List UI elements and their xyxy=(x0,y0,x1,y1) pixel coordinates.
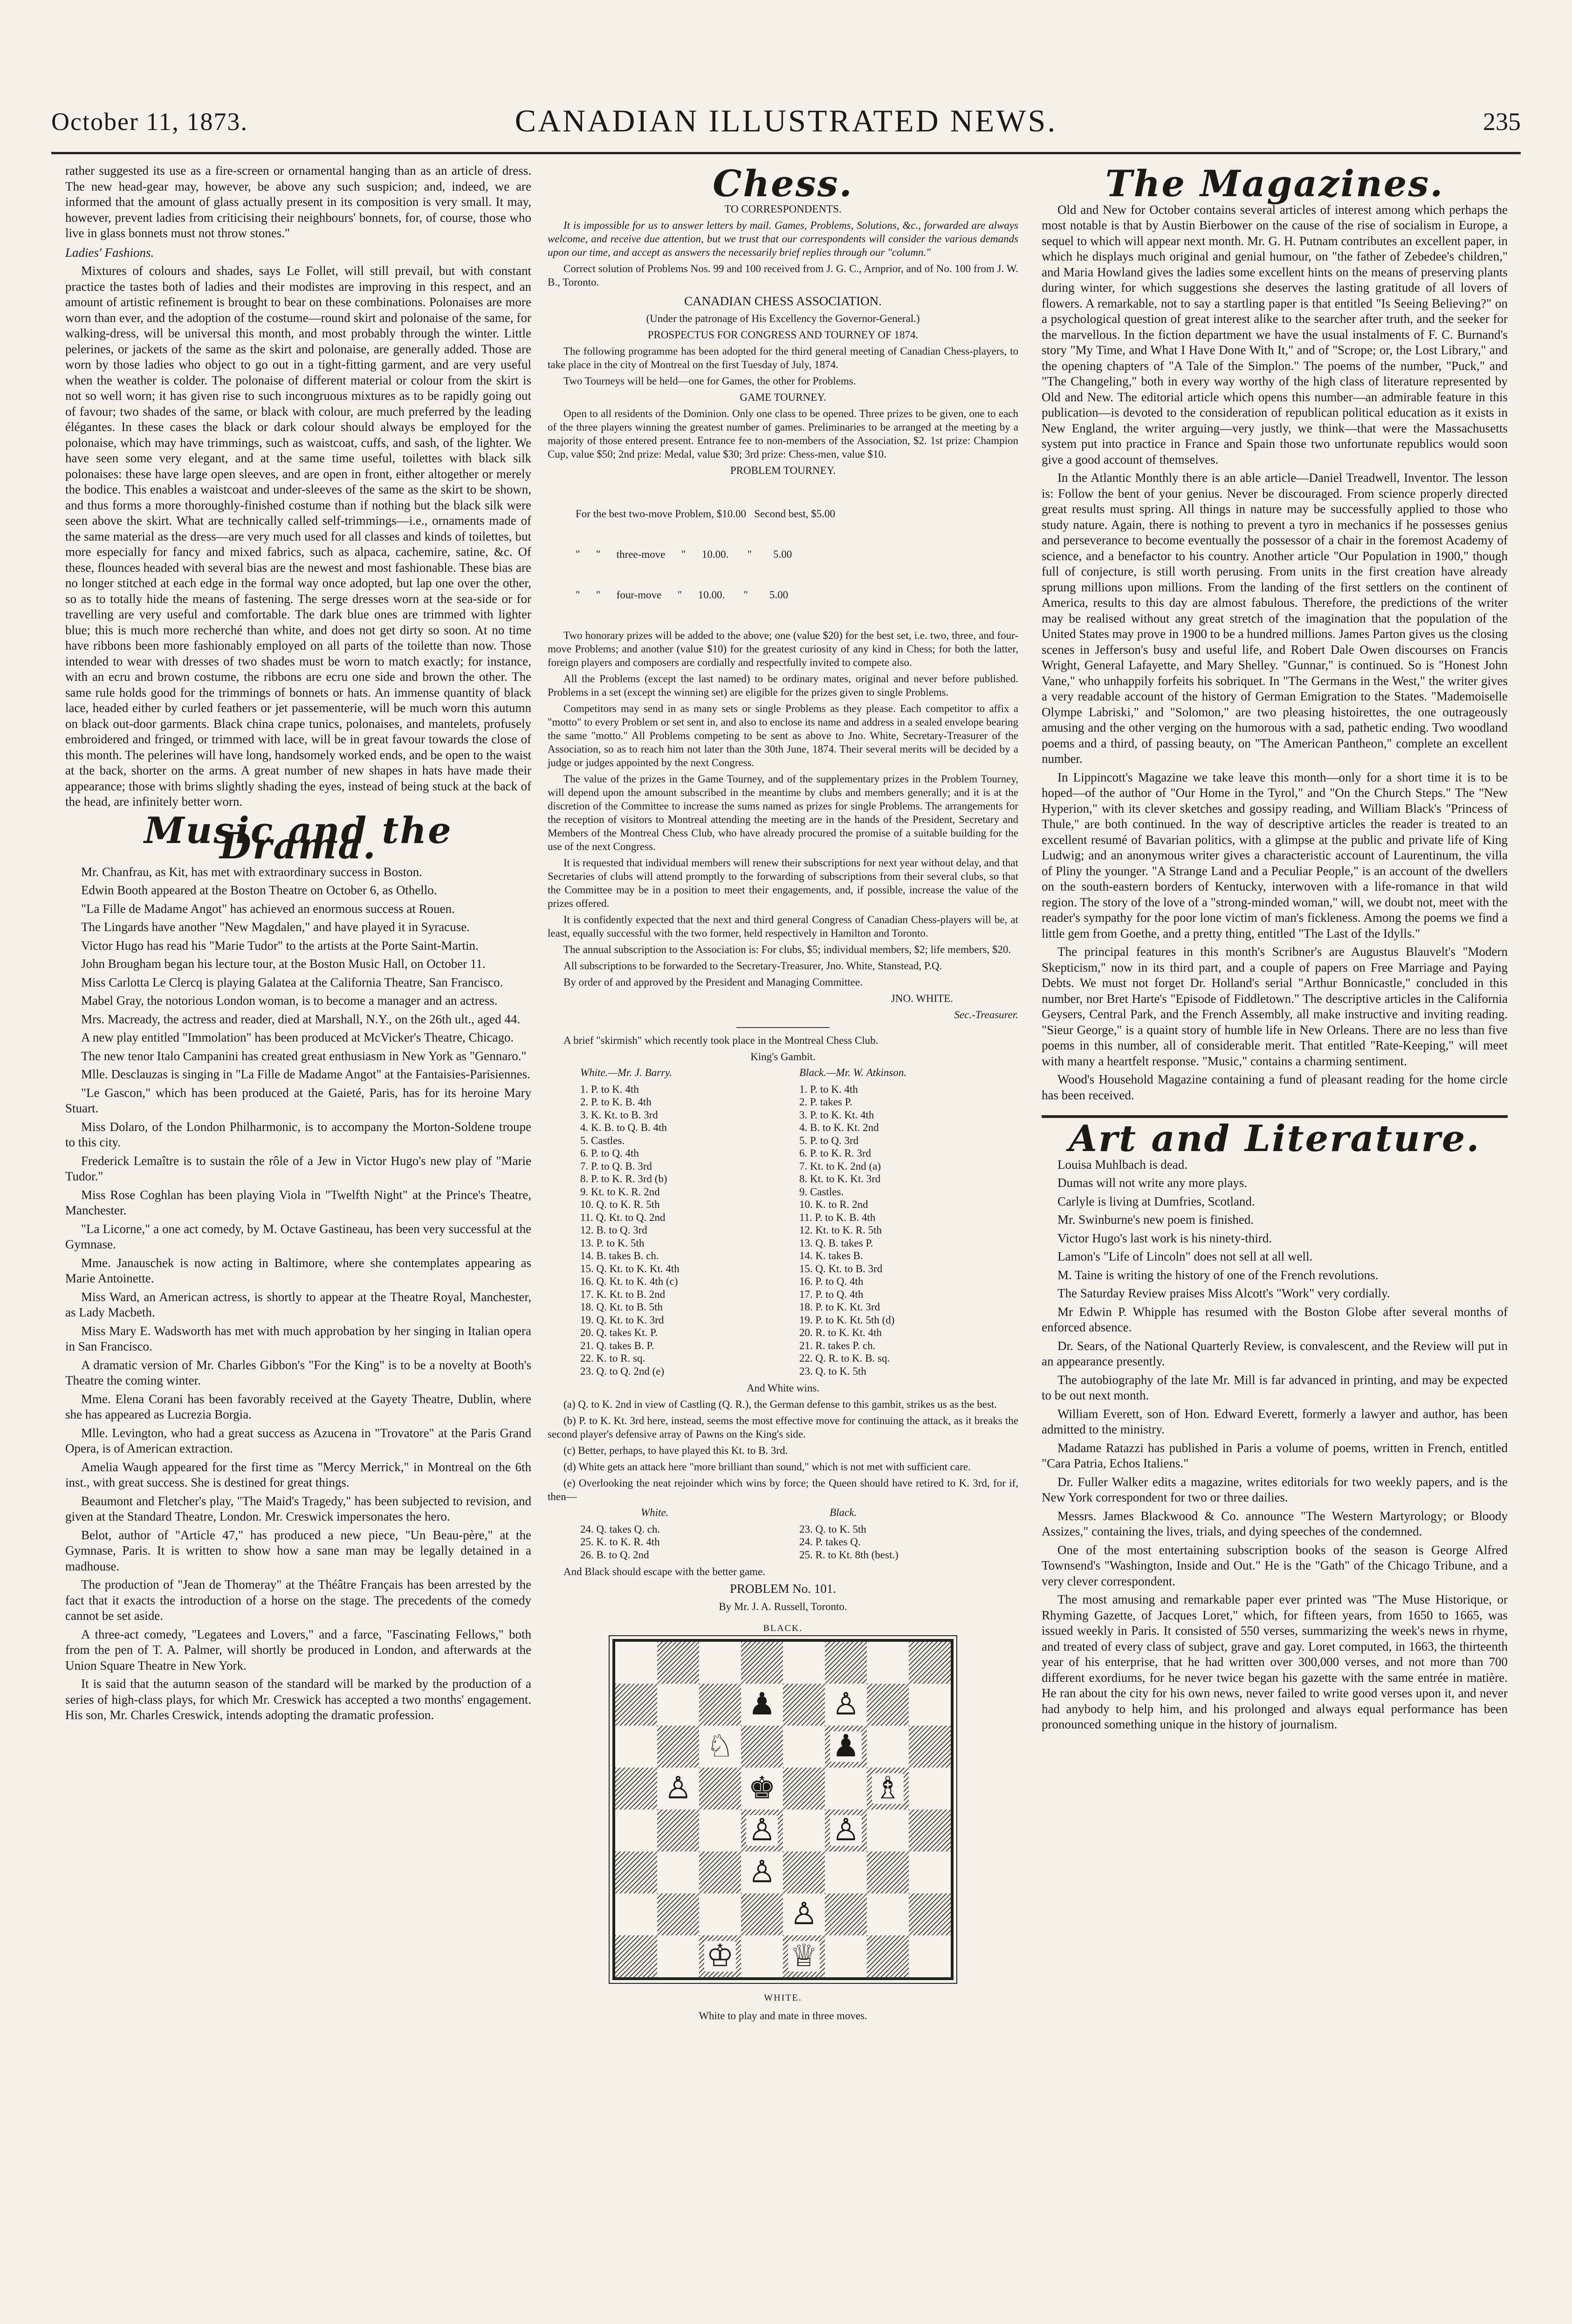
literary-note: Louisa Muhlbach is dead. xyxy=(1057,1157,1188,1172)
association-patronage: (Under the patronage of His Excellency the Governor-General.) xyxy=(646,313,920,324)
drama-item: Mrs. Macready, the actress and reader, died at Marshall, N.Y., on the 26th ult., aged 44. xyxy=(81,1012,521,1026)
board-square xyxy=(909,1768,951,1810)
board-square xyxy=(909,1935,951,1977)
black-move: 4. B. to K. Kt. 2nd xyxy=(799,1122,879,1133)
problem-author: By Mr. J. A. Russell, Toronto. xyxy=(719,1600,847,1612)
black-move: 5. P. to Q. 3rd xyxy=(799,1134,859,1146)
black-move: 10. K. to R. 2nd xyxy=(799,1199,868,1210)
chess-piece: ♟ xyxy=(746,1689,777,1720)
black-move: 13. Q. B. takes P. xyxy=(799,1237,873,1249)
white-side-label: WHITE. xyxy=(764,1993,802,2003)
board-square xyxy=(615,1851,657,1893)
magazine-review: The principal features in this month's Scribner's are Augustus Blauvelt's "Modern Skepticism," now in its third part, and a couple of papers on Free Marriage and Paying Debts. We must not forget Dr. Holland's serial "Arthur Bonnicastle," concluded in this number, nor Bret Harte's "Episode of Fiddletown." The descriptive articles in the California Geysers, Central Park, and the French Assembly, all make instructive and inviting reading. "Sieur George," is a quaint story of humble life in New Orleans. There are no less than five poems in this number, all of considerable merit. That entitled "Rate-Keeping," will meet with many a heartfelt response. "Music," contains a charming sentiment. xyxy=(1042,945,1508,1068)
board-square xyxy=(657,1684,699,1726)
board-square xyxy=(657,1726,699,1768)
board-square xyxy=(741,1810,783,1851)
drama-item: The Lingards have another "New Magdalen," and have played it in Syracuse. xyxy=(81,920,470,934)
prize-line: " " three-move " 10.00. " 5.00 xyxy=(576,548,792,560)
board-square xyxy=(867,1684,909,1726)
problem-title: PROBLEM No. 101. xyxy=(729,1582,837,1596)
literary-note: Dumas will not write any more plays. xyxy=(1057,1176,1248,1190)
drama-item: Victor Hugo has read his "Marie Tudor" to the artists at the Porte Saint-Martin. xyxy=(81,938,479,953)
board-square xyxy=(699,1768,741,1810)
board-square xyxy=(825,1935,867,1977)
board-square xyxy=(909,1684,951,1726)
board-square xyxy=(657,1893,699,1935)
white-move: 16. Q. Kt. to K. 4th (c) xyxy=(580,1275,678,1287)
literary-note: Mr. Swinburne's new poem is finished. xyxy=(1057,1213,1254,1227)
board-square xyxy=(867,1642,909,1684)
alt-line-moves xyxy=(580,1523,1018,1562)
black-move: 6. P. to K. R. 3rd xyxy=(799,1147,871,1159)
skirmish-intro: A brief "skirmish" which recently took place in the Montreal Chess Club. xyxy=(563,1035,879,1046)
alt-black-label: Black. xyxy=(830,1507,857,1518)
music-drama-heading: Music and the Drama. xyxy=(144,809,453,867)
game-note: (c) Better, perhaps, to have played this Kt. to B. 3rd. xyxy=(563,1445,788,1456)
black-move: 22. Q. R. to K. B. sq. xyxy=(799,1352,890,1364)
white-move: 22. K. to R. sq. xyxy=(580,1352,645,1364)
literary-note: The autobiography of the late Mr. Mill is far advanced in printing, and may be expected to be out next month. xyxy=(1042,1372,1508,1402)
drama-item: Mme. Janauschek is now acting in Baltimore, where she contemplates appearing as Marie Antoinette. xyxy=(65,1255,531,1285)
newspaper-title: CANADIAN ILLUSTRATED NEWS. xyxy=(515,103,1057,138)
board-square xyxy=(783,1642,825,1684)
association-paragraph: All the Problems (except the last named) to be ordinary mates, original and never before published. Problems in a set (except the winning set) are eligible for the prizes given to single Problems. xyxy=(548,673,1018,698)
game-notes xyxy=(548,1398,1018,1503)
literary-note: Lamon's "Life of Lincoln" does not sell at all well. xyxy=(1057,1249,1313,1263)
white-move: 8. P. to K. R. 3rd (b) xyxy=(580,1173,667,1185)
game-moves xyxy=(580,1083,1018,1378)
drama-item: Miss Ward, an American actress, is shortly to appear at the Theatre Royal, Manchester, as Lady Macbeth. xyxy=(65,1289,531,1319)
white-move: 1. P. to K. 4th xyxy=(580,1083,639,1095)
prospectus-title: PROSPECTUS FOR CONGRESS AND TOURNEY OF 1874. xyxy=(647,329,919,341)
association-paragraph: It is requested that individual members will renew their subscriptions for next year without delay, and that Secretaries of clubs will attend promptly to the forwarding of subscriptions from their several clubs, so that the Committee may be in a position to meet their engagements, and, if possible, increase the value of the prizes offered. xyxy=(548,857,1018,909)
chess-piece: ♘ xyxy=(704,1731,735,1762)
chess-piece: ♙ xyxy=(746,1857,777,1888)
black-move: 16. P. to Q. 4th xyxy=(799,1275,864,1287)
black-player: Black.—Mr. W. Atkinson. xyxy=(799,1067,906,1078)
board-square xyxy=(783,1726,825,1768)
drama-item: A dramatic version of Mr. Charles Gibbon's "For the King" is to be a novelty at Booth's Theatre the coming winter. xyxy=(65,1357,531,1387)
board-square xyxy=(741,1684,783,1726)
prize-line: " " four-move " 10.00. " 5.00 xyxy=(576,589,789,601)
prize-table xyxy=(576,480,1018,629)
page-number: 235 xyxy=(1483,108,1521,136)
white-move: 4. K. B. to Q. B. 4th xyxy=(580,1122,667,1133)
association-heading: CANADIAN CHESS ASSOCIATION. xyxy=(684,294,882,308)
association-paragraph: All subscriptions to be forwarded to the Secretary-Treasurer, Jno. White, Stanstead, P.Q. xyxy=(563,960,942,972)
black-move: 9. Castles. xyxy=(799,1186,844,1198)
board-square xyxy=(615,1642,657,1684)
drama-item: Miss Mary E. Wadsworth has met with much approbation by her singing in Italian opera in San Francisco. xyxy=(65,1323,531,1353)
chess-problem xyxy=(548,1621,1018,2022)
board-square xyxy=(741,1726,783,1768)
literary-note: Carlyle is living at Dumfries, Scotland. xyxy=(1057,1194,1255,1208)
game-tourney-heading: GAME TOURNEY. xyxy=(740,391,826,403)
magazines-reviews xyxy=(1042,202,1508,1104)
board-square xyxy=(783,1684,825,1726)
board-square xyxy=(699,1893,741,1935)
signature-name: JNO. WHITE. xyxy=(891,993,953,1004)
black-move: 17. P. to Q. 4th xyxy=(799,1288,864,1300)
white-move: 11. Q. Kt. to Q. 2nd xyxy=(580,1211,666,1223)
white-move: 12. B. to Q. 3rd xyxy=(580,1224,647,1236)
column-left xyxy=(65,163,531,1726)
fashions-paragraph: Mixtures of colours and shades, says Le Follet, will still prevail, but with constant practice the tastes both of ladies and their modistes are improving in this respect, and an amount of artistic refinement is brought to bear on these combinations. Polonaises are more worn than ever, and the adoption of the costume—round skirt and polonaise of the same, for walking-dress, will be universal this month, and most probably through the winter. Little pelerines, or jackets of the same as the skirt and polonaise, are generally added. Those are worn by those ladies who object to go out in a tight-fitting garment, and are very useful when the weather is colder. The polonaise of different material or colour from the skirt is not so well worn; it has given rise to such incongruous mixtures as to be rapidly going out of favour; two shades of the same, or black with colour, are much preferred by the leading élégantes. In these cases the black or dark colour should always be employed for the polonaise, which may have trimmings, such as waistcoat, cuffs, and sash, of the lighter. We have seen some very elegant, and at the same time useful, toilettes with black silk polonaises: these have large open sleeves, and are open in front, either altogether or merely the bodice. This enables a waistcoat and under-sleeves of the same as the skirt to be shown, and thus forms a more thoroughly-finished costume than if nothing but the black silk were seen above the skirt. What are technically called self-trimmings—i.e., ornaments made of the same material as the dress—are very much used for all classes and kinds of toilettes, but more especially for fancy and mixed fabrics, such as alpaca, cachemire, satine, &c. Of these, flounces headed with several bias are the newest and most fashionable. These bias are no longer stitched at each edge in the formal way once adopted, but lap one over the other, so as to totally hide the means of fastening. The serge dresses worn at the sea-side or for travelling are very useful and comfortable. The dark blue ones are trimmed with lighter blue; this is much more recherché than white, and does not get dirty so soon. At no time have ribbons been more fashionably employed on all parts of the toilette than now. Those intended to wear with dresses of two shades must be worn to match exactly; for instance, with an ecru and brown costume, the ribbons are ecru one side and brown the other. The same rule holds good for the trimmings of bonnets or hats. An immense quantity of black lace, headed either by curled feathers or jet passementerie, will be much worn this autumn on black out-door garments. Black china crape tunics, polonaises, and mantelets, profusely embroidered and fringed, or trimmed with lace, will be in great favour towards the close of this month. The pelerines will have long, handsomely worked ends, and be open to the waist at the back, shorter on the arms. A great number of new shapes in hats have made their appearance; those with brims slightly shading the eyes, instead of being stuck at the back of the head, are infinitely better worn. xyxy=(65,264,531,809)
game-result: And White wins. xyxy=(746,1382,820,1394)
board-square xyxy=(783,1810,825,1851)
drama-item: A three-act comedy, "Legatees and Lovers," and a farce, "Fascinating Fellows," both from the pen of T. A. Palmer, will shortly be produced in London, and afterwards at the Union Square Theatre in New York. xyxy=(65,1627,531,1673)
white-move: 25. K. to K. R. 4th xyxy=(580,1536,660,1548)
black-move: 25. R. to Kt. 8th (best.) xyxy=(799,1549,899,1561)
chess-piece: ♟ xyxy=(830,1731,861,1762)
fashions-subhead: Ladies' Fashions. xyxy=(65,245,154,260)
problem-tourney-heading: PROBLEM TOURNEY. xyxy=(730,465,836,476)
board-square xyxy=(867,1726,909,1768)
white-move: 3. K. Kt. to B. 3rd xyxy=(580,1109,658,1121)
chess-piece: ♙ xyxy=(788,1899,819,1930)
drama-item: Mme. Elena Corani has been favorably received at the Gayety Theatre, Dublin, where she has appeared as Lucrezia Borgia. xyxy=(65,1392,531,1421)
white-move: 6. P. to Q. 4th xyxy=(580,1147,639,1159)
white-move: 15. Q. Kt. to K. Kt. 4th xyxy=(580,1262,680,1275)
art-literature-heading: Art and Literature. xyxy=(1069,1117,1481,1160)
board-square xyxy=(657,1935,699,1977)
drama-item: John Brougham began his lecture tour, at the Boston Music Hall, on October 11. xyxy=(81,957,486,971)
white-move: 24. Q. takes Q. ch. xyxy=(580,1523,660,1535)
white-move: 13. P. to K. 5th xyxy=(580,1237,645,1249)
board-square xyxy=(867,1893,909,1935)
chess-piece: ♙ xyxy=(746,1815,777,1846)
board-square xyxy=(825,1726,867,1768)
column-right xyxy=(1042,163,1508,1735)
board-square xyxy=(783,1893,825,1935)
literary-note: William Everett, son of Hon. Edward Everett, formerly a lawyer and author, has been admitted to the ministry. xyxy=(1042,1406,1508,1436)
black-move: 1. P. to K. 4th xyxy=(799,1083,858,1095)
drama-news-list xyxy=(65,864,531,1723)
magazine-review: Old and New for October contains several articles of interest among which perhaps the most notable is that by Austin Bierbower on the cause of the rise of socialism in Europe, a sequel to which will appear next month. Mr. G. H. Putnam contributes an excellent paper, in which he displays much original and genial humour, on "the father of Zebedee's children," and Maria Howland gives the ladies some excellent hints on the means of preserving plants during winter, for which suggestions she deserves the lasting gratitude of all lovers of flowers. A remarkable, not to say a startling paper is that entitled "Is Seeing Believing?" on a psychological question of great interest alike to the searcher after truth, and the seeker for the marvellous. In the fiction department we have the usual instalments of F. C. Burnand's story "My Time, and What I Have Done With It," and of "Scrope; or, the Lost Library," and the opening chapters of "A Tale of the Simplon." The poems of the number, "Puck," and "The Changeling," both in every way worthy of the high class of literature represented by Old and New. The editorial article which opens this number—an admirable feature in this publication—is devoted to the consideration of republican political education as it exists in New England, the writer arguing—very justly, we think—that were the Massachusetts system put into practice in France and Spain those two unfortunate republics would soon give a good account of themselves. xyxy=(1042,202,1508,466)
magazine-review: Wood's Household Magazine containing a fund of pleasant reading for the home circle has been received. xyxy=(1042,1072,1508,1102)
chess-board xyxy=(612,1639,954,1980)
drama-item: It is said that the autumn season of the standard will be marked by the production of a series of high-class plays, for which Mr. Creswick has accepted a two months' engagement. His son, Mr. Charles Creswick, intends adopting the dramatic profession. xyxy=(65,1677,531,1722)
board-square xyxy=(741,1642,783,1684)
drama-item: "La Fille de Madame Angot" has achieved an enormous success at Rouen. xyxy=(81,901,455,916)
literary-note: Victor Hugo's last work is his ninety-third. xyxy=(1057,1231,1272,1245)
white-move: 21. Q. takes B. P. xyxy=(580,1339,654,1351)
magazine-review: In Lippincott's Magazine we take leave this month—only for a short time it is to be hoped—of the author of "Our Home in the Tyrol," and "On the Church Steps." The "New Hyperion," with its clever sketches and gossipy reading, and William Black's "Princess of Thule," are both continued. In the way of descriptive articles the reader is treated to an excellent resumé of Bavarian politics, with a glimpse at the public and private life of King Ludwig; and an anonymous writer gives a characteristic account of Laurentinum, the villa of Pliny the younger. "A Strange Land and a Peculiar People," is an account of the dwellers on the south-eastern borders of Kentucky, interwoven with a life-romance in that wild region. The story of the love of a "strong-minded woman," will, we doubt not, meet with the reader's sympathy for the poor lone victim of man's fickleness. Among the poems we find a little gem from Goethe, and a pretty thing, entitled "The Last of the Idylls." xyxy=(1042,770,1508,940)
literary-note: M. Taine is writing the history of one of the French revolutions. xyxy=(1057,1268,1379,1282)
board-square xyxy=(741,1768,783,1810)
drama-item: Mlle. Desclauzas is singing in "La Fille de Madame Angot" at the Fantaisies-Parisiennes. xyxy=(81,1067,530,1081)
chess-piece: ♔ xyxy=(704,1941,735,1972)
board-square xyxy=(615,1810,657,1851)
board-square xyxy=(615,1726,657,1768)
board-square xyxy=(657,1851,699,1893)
game-note: (b) P. to K. Kt. 3rd here, instead, seems the most effective move for continuing the attack, as it breaks the second player's defensive array of Pawns on the King's side. xyxy=(548,1415,1018,1440)
white-move: 17. K. Kt. to B. 2nd xyxy=(580,1288,666,1300)
game-note: (d) White gets an attack here "more brilliant than sound," which is not met with sufficient care. xyxy=(563,1461,971,1473)
literary-note: Messrs. James Blackwood & Co. announce "The Western Martyrology; or Bloody Assizes," containing the lives, trials, and dying speeches of the condemned. xyxy=(1042,1508,1508,1538)
board-square xyxy=(783,1851,825,1893)
column-middle xyxy=(548,163,1018,2025)
literary-note: Dr. Sears, of the National Quarterly Review, is convalescent, and the Review will put in an appearance presently. xyxy=(1042,1338,1508,1368)
black-move: 20. R. to K. Kt. 4th xyxy=(799,1327,882,1338)
white-move: 14. B. takes B. ch. xyxy=(580,1250,659,1261)
black-move: 11. P. to K. B. 4th xyxy=(799,1211,876,1223)
board-square xyxy=(783,1935,825,1977)
board-square xyxy=(825,1768,867,1810)
association-paragraph: The value of the prizes in the Game Tourney, and of the supplementary prizes in the Problem Tourney, will depend upon the amount subscribed in the meantime by clubs and members generally; and it is at the discretion of the Committee to increase the sums named as prizes for single Problems. The arrangements for the reception of visitors to Montreal attending the meeting are in the hands of the President, Secretary and Members of the Montreal Chess Club, who have already procured the promise of a suitable building for the use of the next Congress. xyxy=(548,773,1018,852)
drama-item: Miss Dolaro, of the London Philharmonic, is to accompany the Morton-Soldene troupe to this city. xyxy=(65,1119,531,1149)
board-square xyxy=(699,1726,741,1768)
black-move: 3. P. to K. Kt. 4th xyxy=(799,1109,874,1121)
drama-item: Beaumont and Fletcher's play, "The Maid's Tragedy," has been subjected to revision, and given at the Standard Theatre, London. Mr. Creswick impersonates the hero. xyxy=(65,1494,531,1523)
white-move: 19. Q. Kt. to K. 3rd xyxy=(580,1314,664,1326)
literary-note: The Saturday Review praises Miss Alcott's "Work" very cordially. xyxy=(1057,1286,1390,1300)
chess-piece: ♗ xyxy=(872,1773,903,1804)
association-paragraph: Competitors may send in as many sets or single Problems as they please. Each competitor to affix a "motto" to every Problem or set sent in, and also to enclose its name and address in a sealed envelope bearing the same "motto." All Problems competing to be sent as above to Jno. White, Secretary-Treasurer of the Association, so as to reach him not later than the 30th June, 1874. Their several merits will be decided by a judge or judges appointed by the next Congress. xyxy=(548,703,1018,768)
drama-item: A new play entitled "Immolation" has been produced at McVicker's Theatre, Chicago. xyxy=(81,1030,514,1044)
board-square xyxy=(825,1642,867,1684)
association-paragraph: Two honorary prizes will be added to the above; one (value $20) for the best set, i.e. two, three, and four-move Problems; and another (value $10) for the greatest curiosity of any kind in Chess; for both the latter, foreign players and composers are cordially and respectfully invited to compete also. xyxy=(548,630,1018,668)
white-move: 7. P. to Q. B. 3rd xyxy=(580,1160,652,1172)
board-square xyxy=(867,1935,909,1977)
section-rule xyxy=(736,1027,830,1028)
white-move: 20. Q. takes Kt. P. xyxy=(580,1327,658,1338)
black-move: 18. P. to K. Kt. 3rd xyxy=(799,1301,880,1313)
chess-piece: ♙ xyxy=(830,1689,861,1720)
white-move: 23. Q. to Q. 2nd (e) xyxy=(580,1365,665,1377)
drama-item: Frederick Lemaître is to sustain the rôle of a Jew in Victor Hugo's new play of "Marie Tudor." xyxy=(65,1153,531,1183)
board-square xyxy=(657,1810,699,1851)
drama-item: "La Licorne," a one act comedy, by M. Octave Gastineau, has been very successful at the Gymnase. xyxy=(65,1221,531,1251)
drama-item: The new tenor Italo Campanini has created great enthusiasm in New York as "Gennaro." xyxy=(81,1049,527,1063)
board-square xyxy=(615,1935,657,1977)
alt-white-label: White. xyxy=(641,1507,669,1518)
alt-line-headers xyxy=(641,1506,1018,1519)
board-square xyxy=(825,1684,867,1726)
board-square xyxy=(741,1851,783,1893)
prize-line: For the best two-move Problem, $10.00 Second best, $5.00 xyxy=(576,508,836,520)
board-square xyxy=(615,1684,657,1726)
literary-note: Dr. Fuller Walker edits a magazine, writes editorials for two weekly papers, and is the New York correspondent for two or three dailies. xyxy=(1042,1474,1508,1504)
board-square xyxy=(825,1810,867,1851)
board-square xyxy=(699,1851,741,1893)
board-square xyxy=(867,1810,909,1851)
board-square xyxy=(867,1851,909,1893)
game-note: (e) Overlooking the neat rejoinder which wins by force; the Queen should have retired to K. 3rd, for if, then— xyxy=(548,1477,1018,1502)
black-move: 19. P. to K. Kt. 5th (d) xyxy=(799,1314,895,1326)
board-square xyxy=(657,1768,699,1810)
black-side-label: BLACK. xyxy=(763,1623,803,1633)
white-move: 18. Q. Kt. to B. 5th xyxy=(580,1301,663,1313)
drama-item: Amelia Waugh appeared for the first time as "Mercy Merrick," in Montreal on the 6th inst., with great success. She is destined for great things. xyxy=(65,1460,531,1489)
association-paragraph: It is confidently expected that the next and third general Congress of Canadian Chess-players will be, at least, equally successful with the two former, held respectively in Hamilton and Toronto. xyxy=(548,914,1018,939)
white-move: 9. Kt. to K. R. 2nd xyxy=(580,1186,660,1198)
chess-piece: ♙ xyxy=(830,1815,861,1846)
masthead xyxy=(51,98,1521,149)
black-move: 23. Q. to K. 5th xyxy=(799,1523,866,1535)
board-square xyxy=(699,1935,741,1977)
board-square xyxy=(615,1893,657,1935)
literary-note: Madame Ratazzi has published in Paris a volume of poems, written in French, entitled "Cara Patria, Echos Italiens." xyxy=(1042,1440,1508,1470)
chess-piece: ♕ xyxy=(788,1941,819,1972)
black-move: 24. P. takes Q. xyxy=(799,1536,861,1548)
literary-note: The most amusing and remarkable paper ever printed was "The Muse Historique, or Rhyming Gazette, of Jacques Loret," which, for fifteen years, from 1650 to 1665, was issued weekly in Paris. It consisted of 550 verses, summarizing the week's news in rhyme, and treated of every class of subject, grave and gay. Loret computed, in 1663, the thirteenth year of his enterprise, that he had written over 300,000 verses, and not more than 700 different exordiums, for he never twice began his gazette with the same entrée in matière. He ran about the city for his own news, never failed to write good verses upon it, and never had anybody to help him, and his prolonged and always equal performance has been pronounced something unique in the history of journalism. xyxy=(1042,1592,1508,1731)
black-move: 8. Kt. to K. Kt. 3rd xyxy=(799,1173,881,1185)
black-move: 23. Q. to K. 5th xyxy=(799,1365,866,1377)
board-square xyxy=(657,1642,699,1684)
correspondents-heading: TO CORRESPONDENTS. xyxy=(724,203,842,215)
white-player: White.—Mr. J. Barry. xyxy=(580,1067,672,1078)
board-square xyxy=(909,1851,951,1893)
solutions-received: Correct solution of Problems Nos. 99 and 100 received from J. G. C., Arnprior, and of No. 100 from J. W. B., Toronto. xyxy=(548,262,1018,288)
board-square xyxy=(699,1684,741,1726)
white-move: 10. Q. to K. R. 5th xyxy=(580,1199,660,1210)
black-move: 2. P. takes P. xyxy=(799,1096,852,1108)
association-paragraph: By order of and approved by the President and Managing Committee. xyxy=(563,976,863,988)
black-move: 15. Q. Kt. to B. 3rd xyxy=(799,1262,883,1275)
board-square xyxy=(825,1893,867,1935)
problem-caption: White to play and mate in three moves. xyxy=(699,2009,867,2022)
chess-piece: ♚ xyxy=(746,1773,777,1804)
players xyxy=(580,1066,1018,1079)
drama-item: "Le Gascon," which has been produced at the Gaieté, Paris, has for its heroine Mary Stuart. xyxy=(65,1085,531,1115)
literary-note: One of the most entertaining subscription books of the season is George Alfred Townsend's "Washington, Inside and Out." He is the "Gath" of the Chicago Tribune, and a very clever correspondent. xyxy=(1042,1542,1508,1588)
board-square xyxy=(909,1726,951,1768)
drama-item: Belot, author of "Article 47," has produced a new piece, "Un Beau-père," at the Gymnase, Paris. It is written to show how a sane man may be legally detained in a madhouse. xyxy=(65,1528,531,1573)
chess-heading: Chess. xyxy=(713,163,853,205)
literary-note: Mr Edwin P. Whipple has resumed with the Boston Globe after several months of enforced absence. xyxy=(1042,1304,1508,1334)
white-move: 5. Castles. xyxy=(580,1134,625,1146)
board-square xyxy=(825,1851,867,1893)
drama-item: Mlle. Levington, who had a great success as Azucena in "Trovatore" at the Paris Grand Opera, is of American extraction. xyxy=(65,1426,531,1455)
board-square xyxy=(615,1768,657,1810)
white-move: 2. P. to K. B. 4th xyxy=(580,1096,652,1108)
association-paragraph: The annual subscription to the Association is: For clubs, $5; individual members, $2; life members, $20. xyxy=(563,944,1011,955)
glass-bonnet-paragraph: rather suggested its use as a fire-screen or ornamental hanging than as an article of dress. The new head-gear may, however, be above any such suspicion; and, indeed, we are informed that the amount of glass actually present in its composition is very small. It may, however, prevent ladies from criticising their neighbours' bonnets, for, of course, those who live in glass bonnets must not throw stones." xyxy=(65,164,531,240)
issue-date: October 11, 1873. xyxy=(51,108,248,136)
black-move: 7. Kt. to K. 2nd (a) xyxy=(799,1160,881,1172)
association-tourneys: Two Tourneys will be held—one for Games, the other for Problems. xyxy=(563,375,856,387)
signature-title: Sec.-Treasurer. xyxy=(954,1009,1018,1021)
magazines-heading: The Magazines. xyxy=(1105,163,1444,205)
board-square xyxy=(909,1642,951,1684)
drama-item: Mr. Chanfrau, as Kit, has met with extraordinary success in Boston. xyxy=(81,864,422,879)
board-square xyxy=(699,1642,741,1684)
drama-item: Miss Rose Coghlan has been playing Viola in "Twelfth Night" at the Prince's Theatre, Manchester. xyxy=(65,1187,531,1217)
drama-item: Miss Carlotta Le Clercq is playing Galatea at the California Theatre, San Francisco. xyxy=(81,975,503,989)
black-move: 12. Kt. to K. R. 5th xyxy=(799,1224,882,1236)
drama-item: Edwin Booth appeared at the Boston Theatre on October 6, as Othello. xyxy=(81,883,437,897)
board-square xyxy=(867,1768,909,1810)
game-note: (a) Q. to K. 2nd in view of Castling (Q. R.), the German defense to this gambit, strikes us as the best. xyxy=(563,1399,997,1410)
drama-item: The production of "Jean de Thomeray" at the Théâtre Français has been arrested by the fact that it exacts the introduction of a horse on the stage. The precedents of the comedy cannot be set aside. xyxy=(65,1577,531,1623)
white-move: 26. B. to Q. 2nd xyxy=(580,1549,649,1561)
black-move: 21. R. takes P. ch. xyxy=(799,1339,876,1351)
board-square xyxy=(909,1893,951,1935)
board-square xyxy=(741,1935,783,1977)
drama-item: Mabel Gray, the notorious London woman, is to become a manager and an actress. xyxy=(81,994,498,1008)
game-tourney-text: Open to all residents of the Dominion. Only one class to be opened. Three prizes to be given, one to each of the three players winning the greatest number of games. Preliminaries to be arranged at the meeting by a majority of those entered present. Entrance fee to non-members of the Association, $2. 1st prize: Champion Cup, value $50; 2nd prize: Medal, value $30; 3rd prize: Chess-men, value $10. xyxy=(548,408,1018,460)
chess-piece: ♙ xyxy=(662,1773,693,1804)
association-programme: The following programme has been adopted for the third general meeting of Canadian Chess-players, to take place in the city of Montreal on the first Tuesday of July, 1874. xyxy=(548,345,1018,370)
association-rules xyxy=(548,629,1018,989)
alt-line-conclusion: And Black should escape with the better game. xyxy=(563,1566,766,1577)
board-square xyxy=(909,1810,951,1851)
correspondents-note: It is impossible for us to answer letters by mail. Games, Problems, Solutions, &c., forwarded are always welcome, and receive due attention, but we trust that our correspondents will consider the various demands upon our time, and accept as answers the necessarily brief replies through our "column." xyxy=(548,219,1018,258)
board-square xyxy=(783,1768,825,1810)
black-move: 14. K. takes B. xyxy=(799,1250,863,1261)
masthead-rule xyxy=(51,152,1521,154)
board-square xyxy=(699,1810,741,1851)
opening-name: King's Gambit. xyxy=(750,1051,816,1063)
art-literature-list xyxy=(1042,1157,1508,1733)
magazine-review: In the Atlantic Monthly there is an able article—Daniel Treadwell, Inventor. The lesson is: Follow the bent of your genius. Never be discouraged. From science properly directed great results must spring. All things in nature may be successfully applied to those who study nature. Again, there is nothing to prevent a tyro in mechanics if he possesses genius and perseverance to become eventually the possessor of a chair in the foremost Academy of science, and a benefactor to his country. Another article "Our Population in 1900," though full of conjecture, is still worth perusing. From units in the first creation have already sprung millions upon millions. From the landing of the first settlers on the continent of America, results to this day are almost fabulous. Therefore, the predictions of the writer may be realised without any great stretch of the imagination that the population of the United States may prove in 1900 to be a hundred millions. James Parton gives us the closing scenes in Jefferson's busy and useful life, and Robert Dale Owen discourses on Francis Wright, General Lafayette, and Mary Shelley. "Gunnar," is continued. So is "Honest John Vane," who unhappily forfeits his sobriquet. In "The Germans in the West," the writer gives a very readable account of the history of German Emigration to the States. "Mademoiselle Olympe Labriski," and "Solomon," are two pleasing histoirettes, the one outrageously amusing and the other verging on the humorous with a sad, pathetic ending. Two woodland poems and a third, of passing beauty, on "The American Pantheon," complete an excellent number. xyxy=(1042,471,1508,766)
board-square xyxy=(741,1893,783,1935)
